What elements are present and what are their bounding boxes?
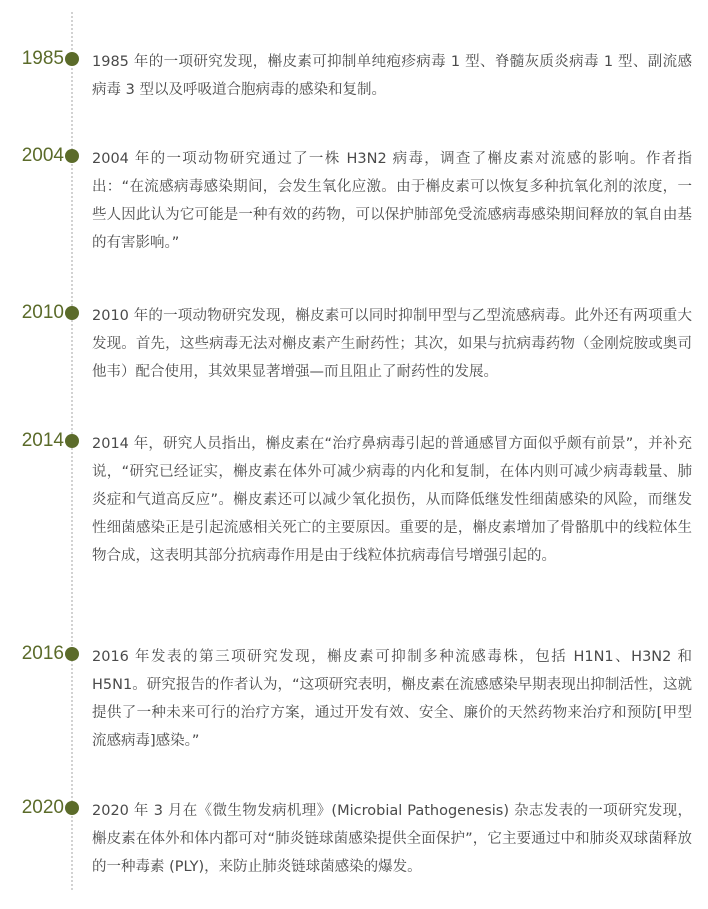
timeline-text: 2010 年的一项动物研究发现，槲皮素可以同时抑制甲型与乙型流感病毒。此外还有两项重大发现。首先，这些病毒无法对槲皮素产生耐药性；其次，如果与抗病毒药物（金刚烷胺或奥司他韦）配合使用，其效果显著增强—而且阻止了耐药性的发展。 (92, 308, 692, 380)
timeline-dot-icon (65, 647, 79, 661)
timeline-year: 2016 (21, 643, 64, 664)
timeline-line (71, 12, 73, 890)
timeline-year: 2020 (21, 797, 64, 818)
timeline-text: 2020 年 3 月在《微生物发病机理》(Microbial Pathogenesis) 杂志发表的一项研究发现，槲皮素在体外和体内都可对“肺炎链球菌感染提供全面保护”，它主要通过中和肺炎双球菌释放的一种毒素 (PLY)，来防止肺炎链球菌感染的爆发。 (92, 803, 692, 875)
timeline-year: 1985 (21, 48, 64, 69)
timeline-year: 2014 (21, 430, 64, 451)
timeline-dot-icon (65, 149, 79, 163)
timeline-text: 2016 年发表的第三项研究发现，槲皮素可抑制多种流感毒株，包括 H1N1、H3N2 和 H5N1。研究报告的作者认为，“这项研究表明，槲皮素在流感感染早期表现出抑制活性，这就提供了一种未来可行的治疗方案，通过开发有效、安全、廉价的天然药物来治疗和预防[甲型流感病毒]感染。” (92, 649, 692, 749)
timeline-text: 2004 年的一项动物研究通过了一株 H3N2 病毒，调查了槲皮素对流感的影响。作者指出：“在流感病毒感染期间，会发生氧化应激。由于槲皮素可以恢复多种抗氧化剂的浓度，一些人因此认为它可能是一种有效的药物，可以保护肺部免受流感病毒感染期间释放的氧自由基的有害影响。” (92, 151, 692, 251)
timeline-year: 2010 (21, 302, 64, 323)
timeline-dot-icon (65, 306, 79, 320)
timeline-text: 1985 年的一项研究发现，槲皮素可抑制单纯疱疹病毒 1 型、脊髓灰质炎病毒 1 型、副流感病毒 3 型以及呼吸道合胞病毒的感染和复制。 (92, 54, 692, 98)
timeline-dot-icon (65, 801, 79, 815)
timeline-text: 2014 年，研究人员指出，槲皮素在“治疗鼻病毒引起的普通感冒方面似乎颇有前景”，并补充说，“研究已经证实，槲皮素在体外可减少病毒的内化和复制，在体内则可减少病毒载量、肺炎症和气道高反应”。槲皮素还可以减少氧化损伤，从而降低继发性细菌感染的风险，而继发性细菌感染正是引起流感相关死亡的主要原因。重要的是，槲皮素增加了骨骼肌中的线粒体生物合成，这表明其部分抗病毒作用是由于线粒体抗病毒信号增强引起的。 (92, 436, 692, 564)
timeline-year: 2004 (21, 145, 64, 166)
timeline-dot-icon (65, 434, 79, 448)
timeline-dot-icon (65, 52, 79, 66)
